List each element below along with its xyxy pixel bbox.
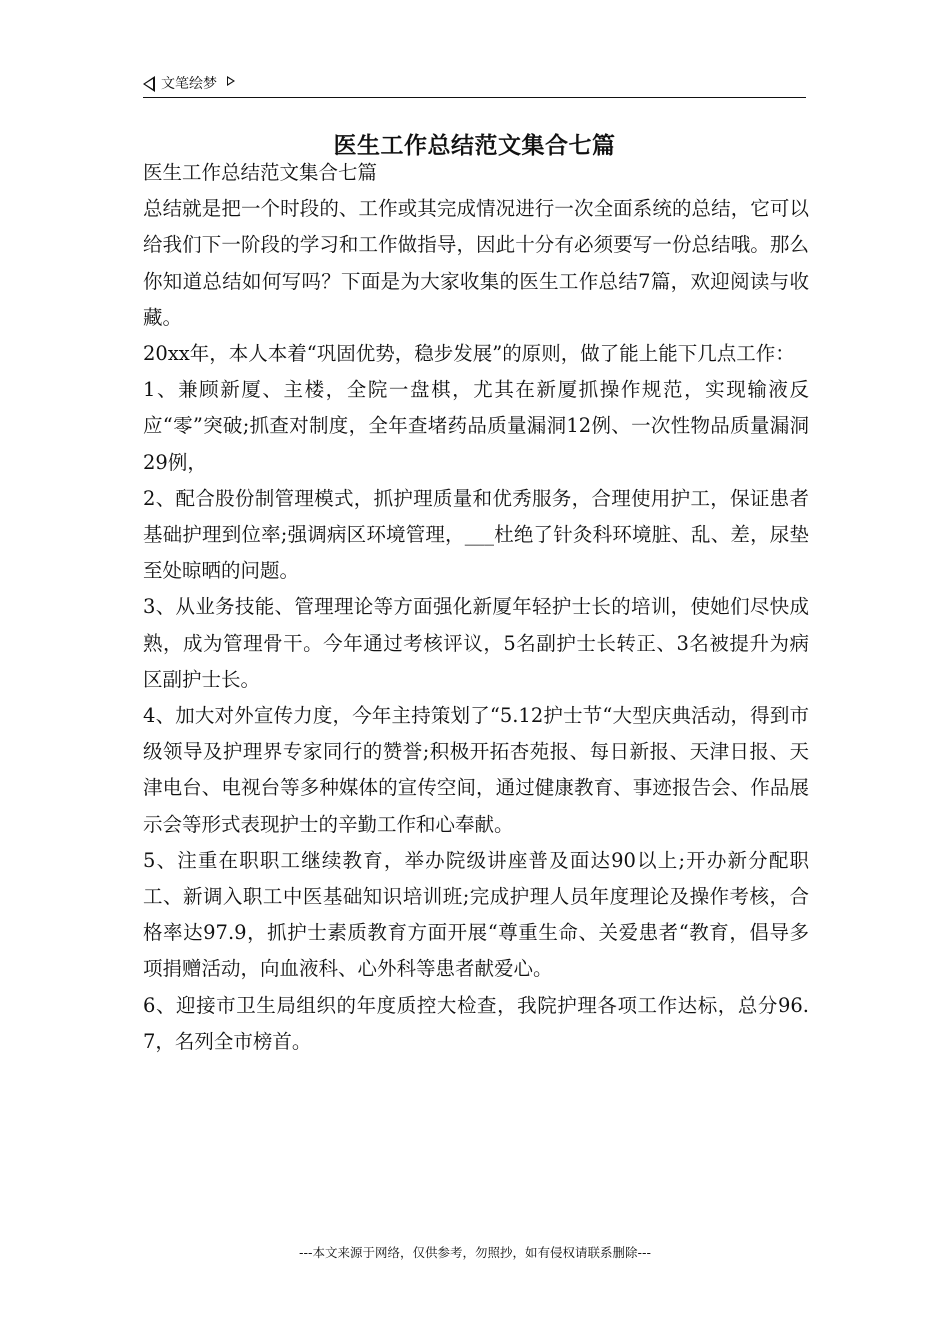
paragraph: 2、配合股份制管理模式，抓护理质量和优秀服务，合理使用护工，保证患者基础护理到位率;强调病区环境管理，___杜绝了针灸科环境脏、乱、差，尿垫至处晾晒的问题。 <box>143 486 809 583</box>
paragraph: 6、迎接市卫生局组织的年度质控大检查，我院护理各项工作达标，总分96.7，名列全市榜首。 <box>143 993 809 1053</box>
triangle-left-icon <box>143 76 155 92</box>
header-divider <box>143 97 806 98</box>
brand-logo <box>143 74 806 94</box>
triangle-right-icon <box>227 76 235 86</box>
document-body <box>143 155 809 1060</box>
paragraph: 总结就是把一个时段的、工作或其完成情况进行一次全面系统的总结，它可以给我们下一阶段的学习和工作做指导，因此十分有必须要写一份总结哦。那么你知道总结如何写吗？下面是为大家收集的医生工作总结7篇，欢迎阅读与收藏。 <box>143 197 809 329</box>
paragraph: 3、从业务技能、管理理论等方面强化新厦年轻护士长的培训，使她们尽快成熟，成为管理骨干。今年通过考核评议，5名副护士长转正、3名被提升为病区副护士长。 <box>143 595 809 691</box>
paragraph: 1、兼顾新厦、主楼，全院一盘棋，尤其在新厦抓操作规范，实现输液反应“零”突破;抓查对制度，全年查堵药品质量漏洞12例、一次性物品质量漏洞29例， <box>143 378 809 474</box>
paragraph: 4、加大对外宣传力度，今年主持策划了“5.12护士节“大型庆典活动，得到市级领导及护理界专家同行的赞誉;积极开拓杏苑报、每日新报、天津日报、天津电台、电视台等多种媒体的宣传空间，通过健康教育、事迹报告会、作品展示会等形式表现护士的辛勤工作和心奉献。 <box>143 704 809 836</box>
paragraph: 医生工作总结范文集合七篇 <box>143 161 378 184</box>
paragraph: 5、注重在职职工继续教育，举办院级讲座普及面达90以上;开办新分配职工、新调入职工中医基础知识培训班;完成护理人员年度理论及操作考核，合格率达97.9，抓护士素质教育方面开展“尊重生命、关爱患者“教育，倡导多项捐赠活动，向血液科、心外科等患者献爱心。 <box>143 848 809 981</box>
brand-name: 文笔绘梦 <box>161 76 217 92</box>
footer-notice: ---本文来源于网络，仅供参考，勿照抄，如有侵权请联系删除--- <box>298 1245 652 1260</box>
document-title: 医生工作总结范文集合七篇 <box>333 132 616 160</box>
page-header <box>143 74 806 98</box>
paragraph: 20xx年，本人本着“巩固优势，稳步发展”的原则，做了能上能下几点工作： <box>143 342 795 366</box>
